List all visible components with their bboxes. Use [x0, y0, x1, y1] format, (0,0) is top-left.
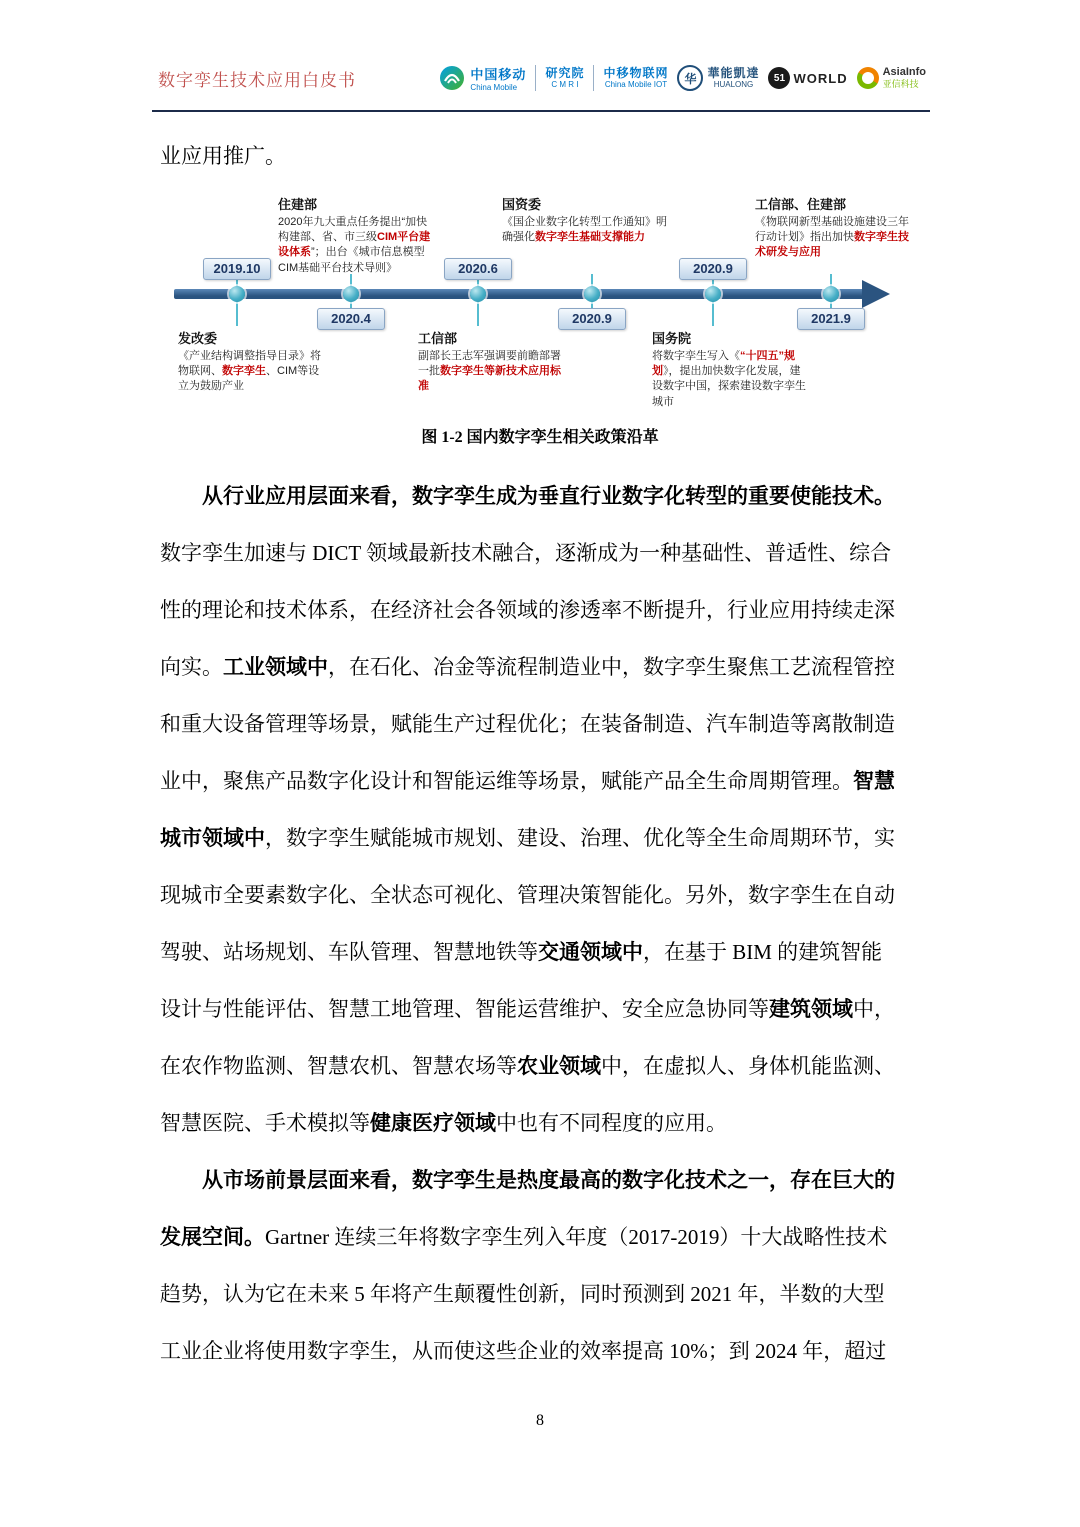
timeline-text-run: 《产业结构调整指导目录》将物联网、: [178, 350, 321, 378]
hualong-badge-icon: 华: [677, 65, 703, 91]
timeline-event-org: 住建部: [278, 197, 318, 212]
timeline-node-icon: [343, 286, 359, 302]
body-line: [160, 753, 930, 810]
asiainfo-cn: 亚信科技: [882, 79, 919, 90]
figure-caption: 图 1-2 国内数字孪生相关政策沿革: [421, 429, 659, 446]
body-bold-text: 智慧: [853, 769, 895, 793]
body-text-run: 驾驶、站场规划、车队管理、智慧地铁等: [160, 940, 538, 964]
body-line: [160, 696, 930, 753]
timeline-node-icon: [823, 286, 839, 302]
timeline-node-icon: [470, 286, 486, 302]
body-line: [160, 468, 930, 525]
timeline-figure: [160, 182, 920, 420]
body-line: [160, 1266, 930, 1323]
body-line: [160, 924, 930, 981]
hualong-wordmark: [707, 66, 759, 90]
cmri-en: C M R I: [551, 80, 579, 90]
page-number: 8: [536, 1412, 544, 1429]
timeline-axis: [174, 289, 864, 299]
timeline-text-run: 《物联网新型基础设施建设三年行动计划》指出加快: [755, 216, 909, 244]
cmri-logo: [545, 66, 584, 90]
body-line: [160, 981, 930, 1038]
timeline-event-org: 发改委: [178, 331, 218, 346]
timeline-date: 2019.10: [203, 258, 271, 280]
china-mobile-en: China Mobile: [470, 83, 518, 92]
body-bold-text: 发展空间。: [160, 1225, 265, 1249]
timeline-event: [178, 328, 328, 395]
timeline-event: [652, 328, 810, 410]
hualong-logo: [677, 65, 759, 91]
cmiot-en: China Mobile IOT: [604, 80, 668, 90]
body-text-run: 中也有不同程度的应用。: [496, 1111, 727, 1135]
body-line: [160, 1095, 930, 1152]
body-text-run: 中，在虚拟人、身体机能监测、: [601, 1054, 895, 1078]
timeline-date: 2020.9: [679, 258, 747, 280]
body-text: [160, 468, 930, 1380]
timeline-text-run: 副部长王志军强调要前瞻部署一批: [418, 350, 561, 378]
timeline-date: 2021.9: [797, 308, 865, 330]
timeline-event: [278, 194, 438, 276]
timeline-text-run: 将数字孪生写入《: [652, 350, 740, 362]
body-bold-text: 农业领域: [517, 1054, 601, 1078]
cmiot-cn: 中移物联网: [603, 66, 669, 80]
asiainfo-badge-icon: [857, 67, 879, 89]
timeline-node-icon: [229, 286, 245, 302]
timeline-node-icon: [705, 286, 721, 302]
logo-divider: [593, 65, 594, 91]
body-text-run: 趋势，认为它在未来 5 年将产生颠覆性创新，同时预测到 2021 年，半数的大型: [160, 1282, 885, 1306]
body-bold-text: 从行业应用层面来看，数字孪生成为垂直行业数字化转型的重要使能技术。: [202, 484, 895, 508]
body-line: [160, 582, 930, 639]
body-text-run: 和重大设备管理等场景，赋能生产过程优化；在装备制造、汽车制造等离散制造: [160, 712, 895, 736]
body-text-run: 在农作物监测、智慧农机、智慧农场等: [160, 1054, 517, 1078]
timeline-event-org: 国资委: [502, 197, 542, 212]
51world-badge-icon: 51: [768, 67, 790, 89]
timeline-event-org: 工信部: [418, 331, 458, 346]
timeline-text-run: ”；出台《城市信息模型CIM基础平台技术导则》: [278, 246, 425, 274]
body-bold-text: 交通领域中: [538, 940, 643, 964]
timeline-event-text: [418, 349, 570, 395]
body-line: [160, 639, 930, 696]
china-mobile-logo: [439, 64, 526, 92]
china-mobile-wordmark: [470, 64, 526, 92]
body-bold-text: 建筑领域: [769, 997, 853, 1021]
timeline-highlight-text: CIM平台建设体系: [278, 231, 431, 259]
china-mobile-icon: [439, 65, 465, 91]
body-bold-text: 工业领域中: [223, 655, 328, 679]
timeline-date: 2020.4: [317, 308, 385, 330]
timeline-event: [418, 328, 570, 395]
timeline-text-run: 《国企业数字化转型工作通知》明确强化: [502, 216, 667, 244]
body-text-run: ，在基于 BIM 的建筑智能: [643, 940, 883, 964]
timeline-highlight-text: 数字孪生: [222, 365, 266, 378]
body-line: [160, 1323, 930, 1380]
cmri-cn: 研究院: [545, 66, 585, 80]
body-line: [160, 1038, 930, 1095]
body-text-run: 现城市全要素数字化、全状态可视化、管理决策智能化。另外，数字孪生在自动: [160, 883, 895, 907]
page-header: [158, 64, 926, 92]
timeline-event-org: 国务院: [652, 331, 692, 346]
body-text-run: 设计与性能评估、智慧工地管理、智能运营维护、安全应急协同等: [160, 997, 769, 1021]
timeline-text-run: 2020年九大重点任务提出“加快构建部、省、市三级: [278, 216, 428, 244]
timeline-highlight-text: 数字孪生等新技术应用标准: [418, 365, 561, 393]
51world-logo: [768, 67, 847, 89]
timeline-event: [755, 194, 910, 261]
body-text-run: 中，: [853, 997, 895, 1021]
body-bold-text: 从市场前景层面来看，数字孪生是热度最高的数字化技术之一，存在巨大的: [202, 1168, 895, 1192]
body-text-run: ，在石化、冶金等流程制造业中，数字孪生聚焦工艺流程管控: [328, 655, 895, 679]
body-bold-text: 城市领域中: [160, 826, 265, 850]
hualong-en: HUALONG: [713, 80, 754, 90]
timeline-highlight-text: “十四五”规划: [652, 350, 795, 378]
timeline-highlight-text: 数字孪生基础支撑能力: [535, 231, 645, 244]
body-line: [160, 867, 930, 924]
body-line: [160, 1209, 930, 1266]
timeline-text-run: 》，提出加快数字化发展，建设数字中国，探索建设数字孪生城市: [652, 365, 806, 408]
timeline-event-text: [178, 349, 328, 395]
logo-strip: [439, 64, 926, 92]
body-text-run: 智慧医院、手术模拟等: [160, 1111, 370, 1135]
body-text-run: 性的理论和技术体系，在经济社会各领域的渗透率不断提升，行业应用持续走深: [160, 598, 895, 622]
51world-wordmark: WORLD: [793, 70, 848, 86]
body-line: [160, 525, 930, 582]
timeline-date: 2020.9: [558, 308, 626, 330]
timeline-text-run: 、CIM等设立为鼓励产业: [178, 365, 320, 393]
body-text-run: 业中，聚焦产品数字化设计和智能运维等场景，赋能产品全生命周期管理。: [160, 769, 853, 793]
logo-divider: [535, 65, 536, 91]
body-bold-text: 健康医疗领域: [370, 1111, 496, 1135]
doc-title: 数字孪生技术应用白皮书: [158, 70, 356, 90]
body-text-run: 向实。: [160, 655, 223, 679]
china-mobile-cn: 中国移动: [470, 67, 527, 82]
body-text-run: ，数字孪生赋能城市规划、建设、治理、优化等全生命周期环节，实: [265, 826, 895, 850]
asiainfo-en: AsiaInfo: [882, 66, 926, 78]
body-text-run: 数字孪生加速与 DICT 领域最新技术融合，逐渐成为一种基础性、普适性、综合: [160, 541, 892, 565]
paragraph-tail: 业应用推广。: [160, 144, 286, 168]
header-rule: [152, 110, 930, 112]
body-line: [160, 1152, 930, 1209]
timeline-arrowhead-icon: [862, 280, 890, 308]
timeline-event-text: [278, 215, 438, 276]
timeline-event-text: [652, 349, 810, 410]
timeline-node-icon: [584, 286, 600, 302]
timeline-event-text: [502, 215, 677, 245]
asiainfo-wordmark: [883, 66, 926, 90]
timeline-highlight-text: 数字孪生技术研发与应用: [755, 231, 909, 259]
cmiot-logo: [603, 66, 668, 90]
timeline-event: [502, 194, 677, 245]
hualong-cn: 華能凱達: [707, 66, 760, 80]
timeline-date: 2020.6: [444, 258, 512, 280]
asiainfo-logo: [857, 66, 926, 90]
timeline-event-org: 工信部、住建部: [755, 197, 847, 212]
timeline-event-text: [755, 215, 910, 261]
body-text-run: Gartner 连续三年将数字孪生列入年度（2017-2019）十大战略性技术: [265, 1225, 888, 1249]
body-text-run: 工业企业将使用数字孪生，从而使这些企业的效率提高 10%；到 2024 年，超过: [160, 1339, 887, 1363]
body-line: [160, 810, 930, 867]
